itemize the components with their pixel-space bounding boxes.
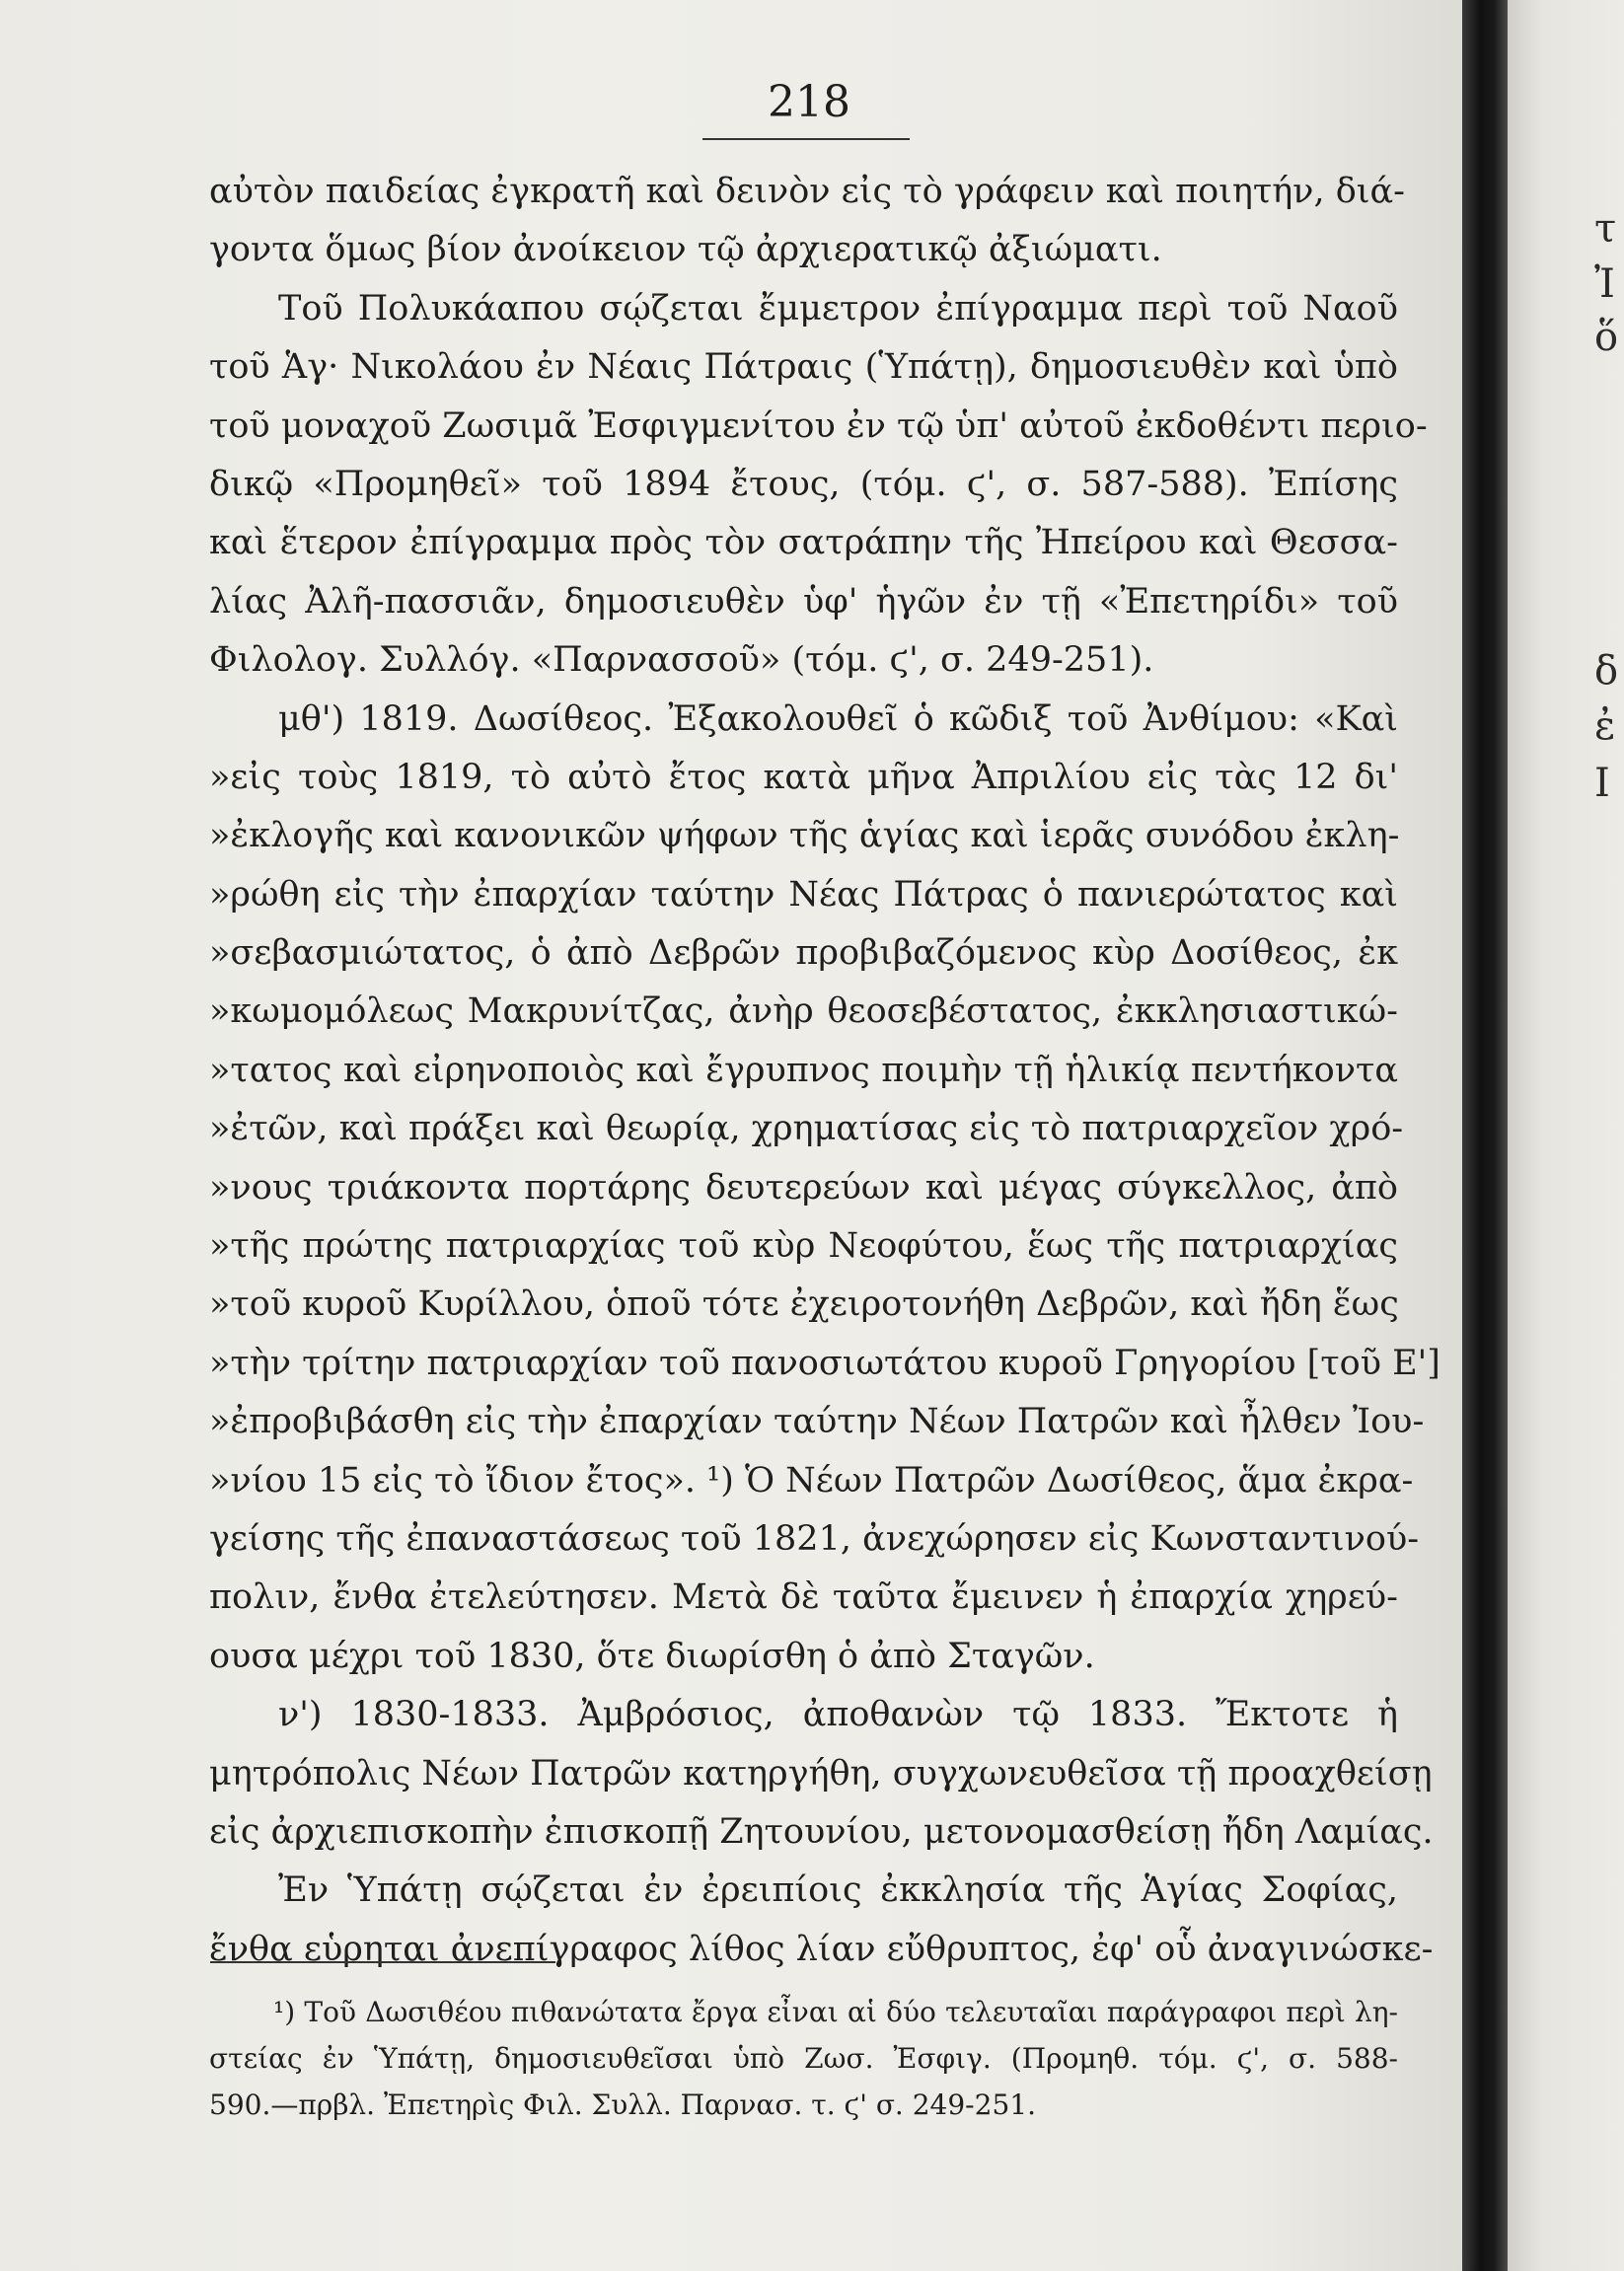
text-line: »ρώθη εἰς τὴν ἐπαρχίαν ταύτην Νέας Πάτρας ὁ πανιερώτατος καὶ [209,874,1398,915]
footnote-rule [210,1961,555,1963]
text-line: Τοῦ Πολυκάαπου σῴζεται ἔμμετρον ἐπίγραμμα περὶ τοῦ Ναοῦ [278,288,1398,329]
next-page-fragment: ὅ [1594,315,1619,360]
text-line: καὶ ἕτερον ἐπίγραμμα πρὸς τὸν σατράπην τῆς Ἠπείρου καὶ Θεσσα- [209,523,1398,563]
page-number: 218 [768,77,850,127]
next-page-fragment: τ [1594,206,1617,252]
text-line: »τὴν τρίτην πατριαρχίαν τοῦ πανοσιωτάτου κυροῦ Γρηγορίου [τοῦ Ε'] [209,1343,1440,1383]
text-line: μθ') 1819. Δωσίθεος. Ἐξακολουθεῖ ὁ κῶδιξ τοῦ Ἀνθίμου: «Καὶ [278,698,1398,739]
text-line: ἔνθα εὑρηται ἀνεπίγραφος λίθος λίαν εὔθρυπτος, ἐφ' οὗ ἀναγινώσκε- [209,1929,1434,1969]
next-page-edge [1508,0,1624,2271]
footnote-line: στείας ἐν Ὑπάτῃ, δημοσιευθεῖσαι ὑπὸ Ζωσ. Ἐσφιγ. (Προμηθ. τόμ. ϛ', σ. 588- [209,2042,1398,2075]
text-line: »τοῦ κυροῦ Κυρίλλου, ὁποῦ τότε ἐχειροτονήθη Δεβρῶν, καὶ ἤδη ἕως [209,1284,1399,1325]
text-line: αὐτὸν παιδείας ἐγκρατῆ καὶ δεινὸν εἰς τὸ γράφειν καὶ ποιητήν, διά- [209,172,1405,211]
text-line: λίας Ἀλῆ-πασσιᾶν, δημοσιευθὲν ὑφ' ἡγῶν ἐν τῇ «Ἐπετηρίδι» τοῦ [209,581,1398,622]
text-line: ουσα μέχρι τοῦ 1830, ὅτε διωρίσθη ὁ ἀπὸ Σταγῶν. [209,1636,1095,1676]
text-line: δικῷ «Προμηθεῖ» τοῦ 1894 ἔτους, (τόμ. ϛ', σ. 587-588). Ἐπίσης [209,464,1398,504]
next-page-fragment: Ἰ [1594,261,1615,307]
text-line: τοῦ μοναχοῦ Ζωσιμᾶ Ἐσφιγμενίτου ἐν τῷ ὑπ' αὐτοῦ ἐκδοθέντι περιο- [209,405,1428,446]
text-line: γείσης τῆς ἐπαναστάσεως τοῦ 1821, ἀνεχώρησεν εἰς Κωνσταντινού- [209,1518,1420,1559]
text-line: τοῦ Ἁγ· Νικολάου ἐν Νέαις Πάτραις (Ὑπάτῃ), δημοσιευθὲν καὶ ὑπὸ [209,347,1398,388]
next-page-fragment: δ [1594,648,1619,694]
text-line: γοντα ὅμως βίον ἀνοίκειον τῷ ἀρχιερατικῷ ἀξιώματι. [209,230,1162,270]
text-line: »ἐκλογῆς καὶ κανονικῶν ψήφων τῆς ἁγίας καὶ ἱερᾶς συνόδου ἐκλη- [209,816,1400,856]
text-line: »κωμομόλεως Μακρυνίτζας, ἀνὴρ θεοσεβέστατος, ἐκκλησιαστικώ- [209,991,1398,1032]
text-line: »ἐτῶν, καὶ πράξει καὶ θεωρίᾳ, χρηματίσας εἰς τὸ πατριαρχεῖον χρό- [209,1109,1404,1149]
text-line: μητρόπολις Νέων Πατρῶν κατηργήθη, συγχωνευθεῖσα τῇ προαχθείσῃ [209,1753,1433,1794]
footnotes [209,1989,1398,2128]
book-gutter [1462,0,1508,2271]
footnote-line: 590.—πρβλ. Ἐπετηρὶς Φιλ. Συλλ. Παρνασ. τ. ϛ' σ. 249-251. [209,2088,1036,2121]
page-number-rule [702,138,910,140]
text-line: »ἐπροβιβάσθη εἰς τὴν ἐπαρχίαν ταύτην Νέων Πατρῶν καὶ ἦλθεν Ἰου- [209,1402,1425,1442]
text-line: Ἐν Ὑπάτῃ σῴζεται ἐν ἐρειπίοις ἐκκλησία τῆς Ἁγίας Σοφίας, [278,1870,1398,1911]
text-line: »νίου 15 εἰς τὸ ἴδιον ἔτος». ¹) Ὁ Νέων Πατρῶν Δωσίθεος, ἅμα ἐκρα- [209,1460,1414,1501]
text-line: εἰς ἀρχιεπισκοπὴν ἐπισκοπῇ Ζητουνίου, μετονομασθείσῃ ἤδη Λαμίας. [209,1811,1434,1852]
text-line: ν') 1830-1833. Ἀμβρόσιος, ἀποθανὼν τῷ 1833. Ἔκτοτε ἡ [278,1695,1398,1735]
next-page-fragment: ἐ [1594,703,1616,749]
text-line: »τῆς πρώτης πατριαρχίας τοῦ κὺρ Νεοφύτου, ἕως τῆς πατριαρχίας [209,1226,1398,1267]
text-line: »τατος καὶ εἰρηνοποιὸς καὶ ἔγρυπνος ποιμὴν τῇ ἡλικίᾳ πεντήκοντα [209,1050,1398,1090]
footnote-line: ¹) Τοῦ Δωσιθέου πιθανώτατα ἔργα εἶναι αἱ δύο τελευταῖαι παράγραφοι περὶ λη- [273,1996,1398,2028]
text-line: »σεβασμιώτατος, ὁ ἀπὸ Δεβρῶν προβιβαζόμενος κὺρ Δοσίθεος, ἐκ [209,933,1398,974]
text-line: »νους τριάκοντα πορτάρης δευτερεύων καὶ μέγας σύγκελλος, ἀπὸ [209,1167,1398,1208]
text-line: »εἰς τοὺς 1819, τὸ αὐτὸ ἔτος κατὰ μῆνα Ἀπριλίου εἰς τὰς 12 δι' [209,757,1398,797]
body-text [209,163,1440,1979]
text-line: Φιλολογ. Συλλόγ. «Παρνασσοῦ» (τόμ. ϛ', σ. 249-251). [209,640,1154,681]
text-line: πολιν, ἔνθα ἐτελεύτησεν. Μετὰ δὲ ταῦτα ἔμεινεν ἡ ἐπαρχία χηρεύ- [209,1577,1398,1618]
next-page-fragment: Ι [1594,761,1610,806]
